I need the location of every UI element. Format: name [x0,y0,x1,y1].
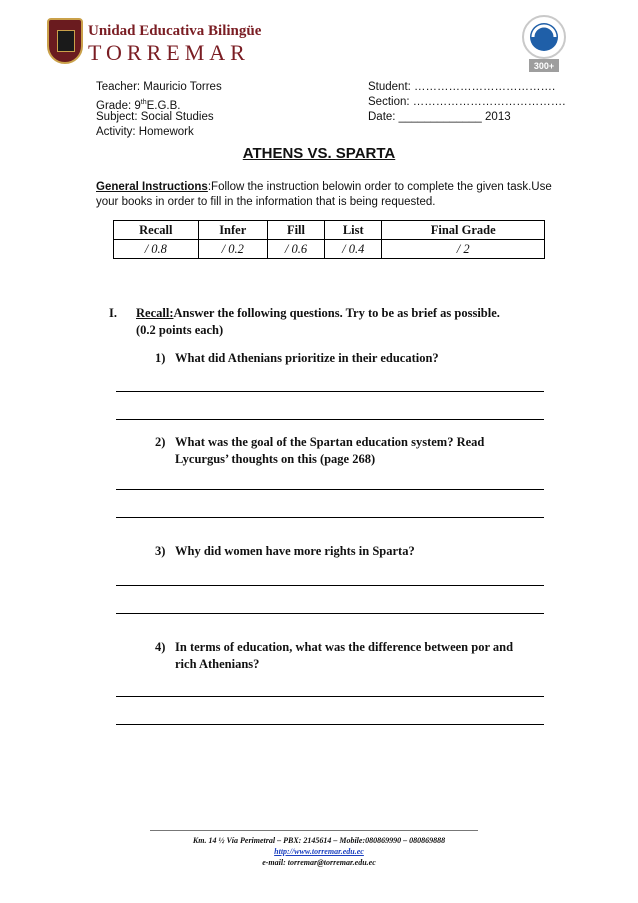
question-number: 2) [155,435,166,449]
school-crest-logo [47,18,83,64]
accreditation-badge-icon [519,13,569,75]
section-heading [136,305,516,339]
answer-line[interactable] [116,613,544,614]
instructions-text: :Follow the instruction belowin order to complete the given task.Use your books in order to fill in the information that is being requested. [96,181,552,208]
student-field[interactable]: Student: ………………………………. [368,81,556,93]
general-instructions [96,180,556,210]
subject-field: Subject: Social Studies [96,111,214,123]
answer-line[interactable] [116,696,544,697]
section-number: I. [109,306,117,320]
section-label: Recall: [136,306,174,320]
badge-text: 300+ [533,61,555,71]
answer-line[interactable] [116,391,544,392]
section-text: Answer the following questions. Try to be as brief as possible.(0.2 points each) [136,306,500,337]
question-text: Why did women have more rights in Sparta? [175,544,415,558]
answer-line[interactable] [116,419,544,420]
school-brand: TORREMAR [88,40,250,65]
activity-field: Activity: Homework [96,126,194,138]
section-field[interactable]: Section: …………………………………. [368,96,566,108]
grades-value-cell[interactable]: / 0.8 [114,240,199,259]
question-number: 3) [155,544,166,558]
grades-value-cell[interactable]: / 0.6 [267,240,324,259]
instructions-label: General Instructions [96,181,208,193]
grades-header-cell: Recall [114,221,199,240]
footer-email: e-mail: torremar@torremar.edu.ec [262,858,376,867]
answer-line[interactable] [116,724,544,725]
grades-header-cell: Final Grade [382,221,545,240]
footer-website-link[interactable]: http://www.torremar.edu.ec [274,847,364,856]
answer-line[interactable] [116,585,544,586]
grade-field: Grade: 9thE.G.B. [96,99,181,112]
grades-value-cell[interactable]: / 0.4 [325,240,382,259]
question-text: What was the goal of the Spartan education system? Read Lycurgus’ thoughts on this (page 268) [175,435,485,466]
teacher-field: Teacher: Mauricio Torres [96,81,222,93]
grades-header-cell: List [325,221,382,240]
grades-table [113,220,545,259]
question-text: What did Athenians prioritize in their education? [175,351,439,365]
date-field[interactable]: Date: _____________ 2013 [368,111,511,123]
grades-value-cell[interactable]: / 2 [382,240,545,259]
grades-header-row [114,221,545,240]
question-number: 1) [155,351,166,365]
footer-divider [150,830,478,831]
grades-value-cell[interactable]: / 0.2 [198,240,267,259]
question-text: In terms of education, what was the difference between por and rich Athenians? [175,640,514,671]
question-number: 4) [155,640,166,654]
grades-value-row [114,240,545,259]
school-name: Unidad Educativa Bilingüe [88,23,262,39]
footer-address: Km. 14 ½ Vía Perimetral – PBX: 2145614 – Mobile:080869990 – 080869888 [192,836,446,845]
page-title: ATHENS VS. SPARTA [242,145,396,162]
grades-header-cell: Fill [267,221,324,240]
answer-line[interactable] [116,517,544,518]
answer-line[interactable] [116,489,544,490]
grades-header-cell: Infer [198,221,267,240]
